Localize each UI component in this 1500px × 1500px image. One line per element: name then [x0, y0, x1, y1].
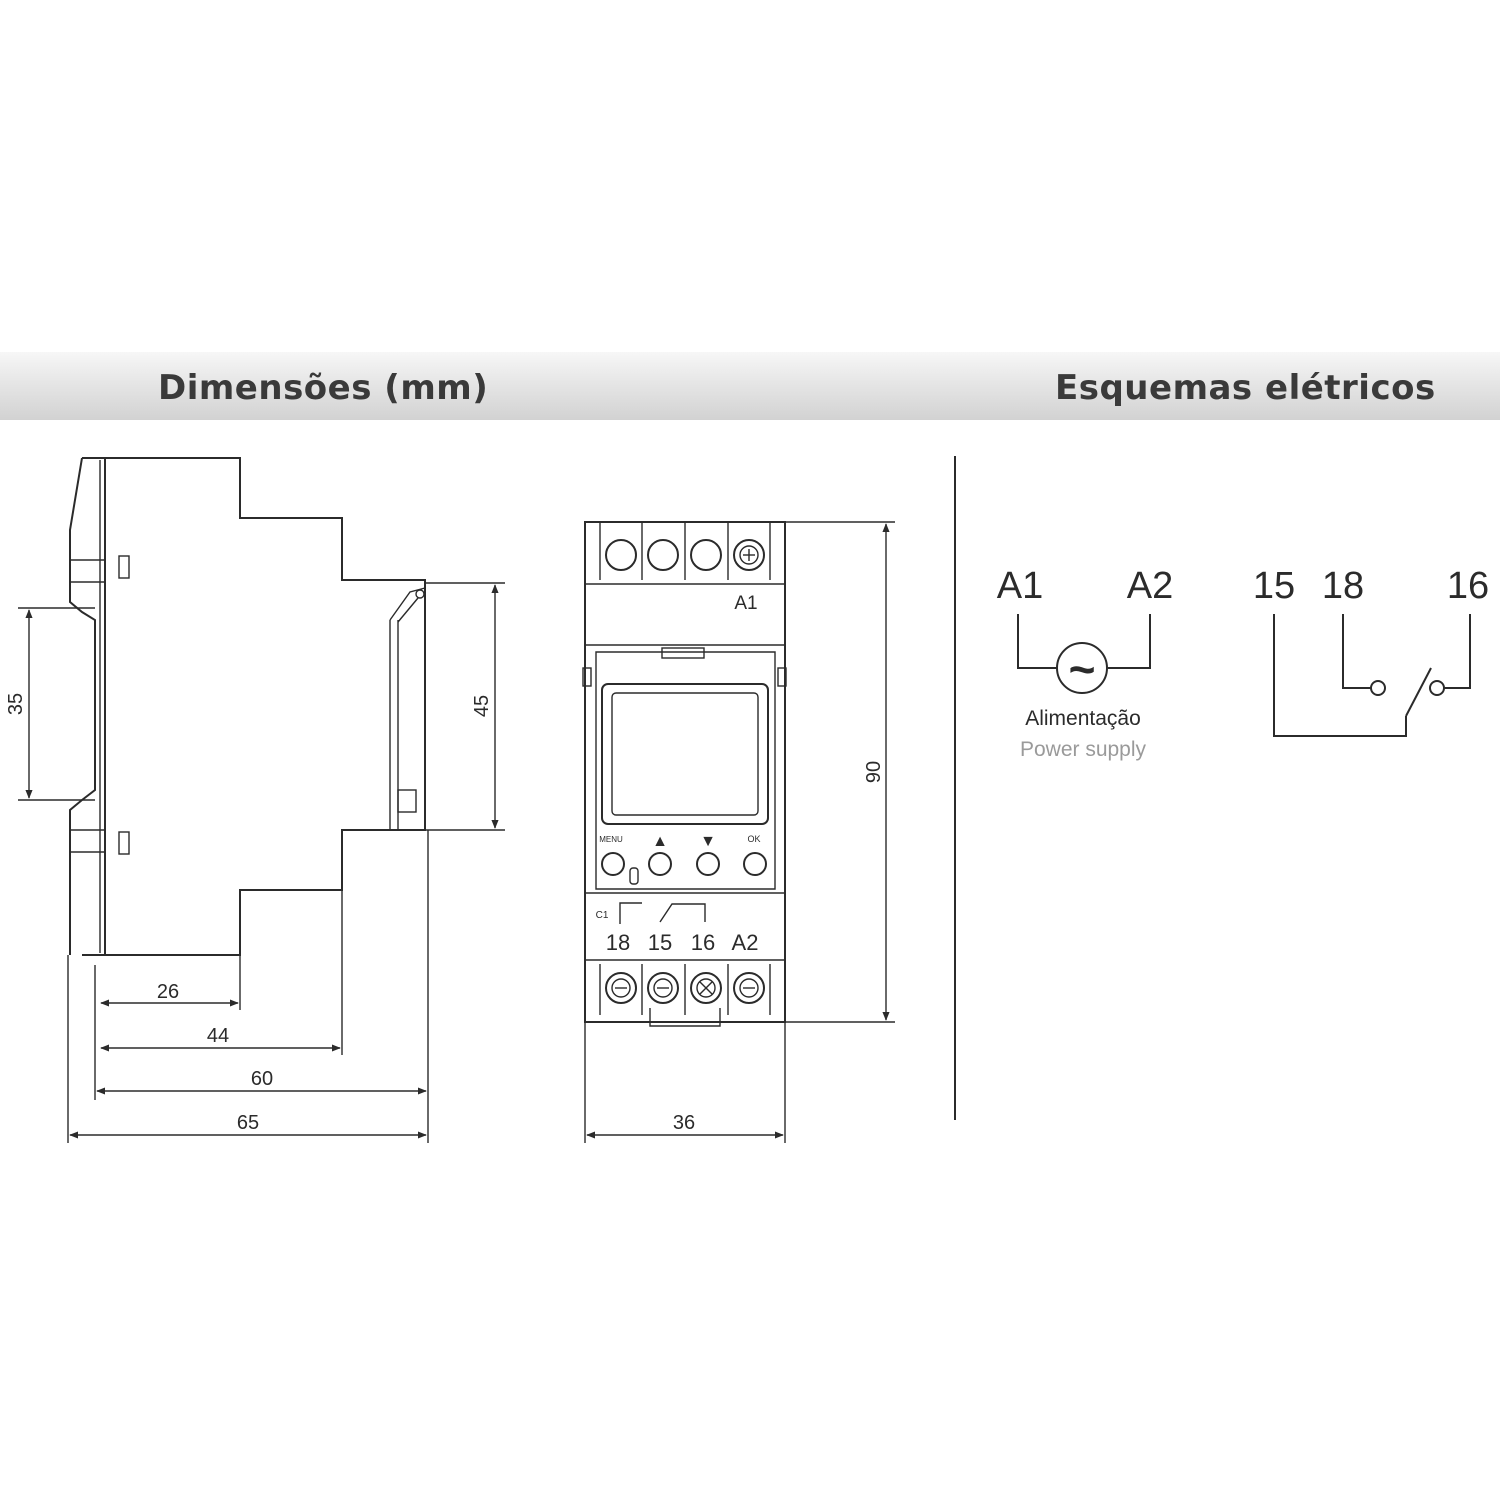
power-label-en: Power supply	[1019, 738, 1147, 761]
down-button-label: ▼	[700, 833, 716, 850]
top-terminal-block	[600, 522, 770, 580]
contact-terminal-18: 18	[1321, 565, 1365, 607]
din-clip-profile	[70, 458, 95, 955]
dim-36-label: 36	[672, 1112, 696, 1134]
dim-45-label: 45	[471, 694, 493, 718]
contact-node-18	[1371, 681, 1385, 695]
terminal-15-label: 15	[647, 930, 673, 955]
cover-pivot	[416, 590, 424, 598]
dim-65-label: 65	[236, 1112, 260, 1134]
menu-button-label: MENU	[599, 835, 623, 844]
contact-schematic	[1253, 565, 1489, 736]
ok-button	[744, 853, 766, 875]
contact-terminal-16: 16	[1446, 565, 1490, 607]
dim-26-label: 26	[156, 981, 180, 1003]
down-button	[697, 853, 719, 875]
contact-terminal-15: 15	[1252, 565, 1296, 607]
up-button-label: ▲	[652, 833, 668, 850]
contact-symbol-nc	[620, 903, 642, 924]
up-button	[649, 853, 671, 875]
housing-outline	[105, 458, 425, 955]
terminal-a1-label: A1	[734, 593, 758, 614]
contact-label: C1	[595, 910, 609, 921]
terminal-16-label: 16	[690, 930, 716, 955]
menu-button	[602, 853, 624, 875]
clip-slot-upper	[119, 556, 129, 578]
contact-node-16	[1430, 681, 1444, 695]
dim-90-label: 90	[863, 760, 885, 784]
front-view-drawing	[583, 522, 895, 1143]
lcd-display	[602, 684, 768, 824]
dim-44-label: 44	[206, 1025, 230, 1047]
contact-symbol-no	[660, 904, 705, 922]
schematics-title: Esquemas elétricos	[1055, 368, 1436, 408]
status-led	[630, 868, 638, 884]
terminal-a2-label: A2	[731, 930, 759, 955]
terminal-18-label: 18	[605, 930, 631, 955]
power-terminal-a2: A2	[1126, 565, 1174, 607]
dim-35-label: 35	[5, 692, 27, 716]
power-schematic	[997, 565, 1173, 761]
power-terminal-a1: A1	[996, 565, 1044, 607]
dimensions-title: Dimensões (mm)	[158, 368, 489, 408]
cover-latch	[398, 790, 416, 812]
bottom-terminal-block	[600, 964, 770, 1026]
dim-60-label: 60	[250, 1068, 274, 1090]
switch-blade	[1406, 668, 1431, 716]
power-label-pt: Alimentação	[1025, 707, 1141, 730]
side-view-drawing	[5, 458, 505, 1143]
clip-slot-lower	[119, 832, 129, 854]
din-clip-back	[82, 458, 105, 955]
ok-button-label: OK	[747, 834, 761, 844]
ac-tilde-icon: ~	[1068, 643, 1096, 695]
